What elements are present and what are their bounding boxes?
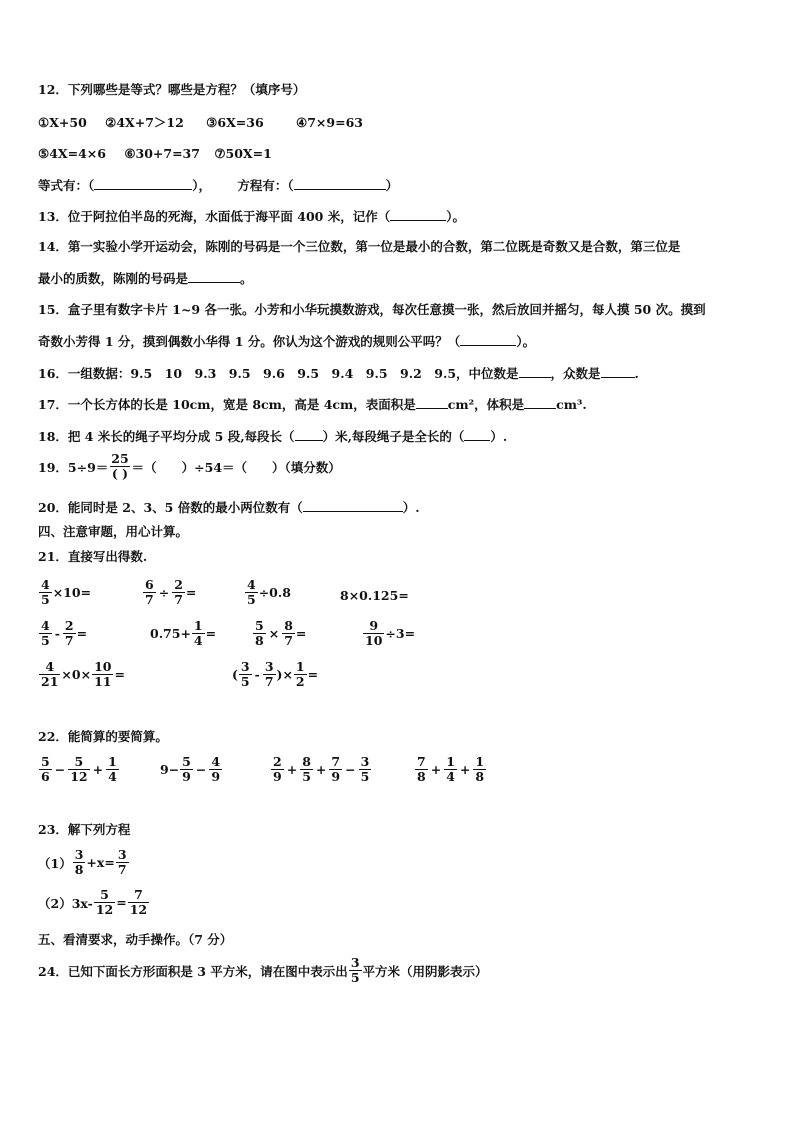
q12-eq-close: ）， [192, 178, 212, 193]
q17-text: 17．一个长方体的长是 10cm，宽是 8cm，高是 4cm，表面积是 [38, 397, 416, 412]
q23-title: 23．解下列方程 [38, 822, 131, 837]
section5-title: 五、看清要求，动手操作。（7 分） [38, 932, 233, 947]
q20-text: 20．能同时是 2、3、5 倍数的最小两位数有（ [38, 500, 303, 515]
q20 [38, 499, 420, 516]
q21-f: 0.75+ $\frac{1}{4}$ = [150, 618, 217, 648]
q18-fraction-blank[interactable] [464, 428, 490, 441]
q12-items-row1 [38, 115, 363, 131]
q18-mid: ）米,每段绳子是全长的（ [322, 429, 465, 444]
q12-item-1: ①X+50 [38, 115, 87, 130]
q21-c: $\frac{4}{5}$ ÷0.8 [247, 577, 291, 607]
q14-line2 [38, 270, 253, 287]
q17-volume-blank[interactable] [524, 396, 556, 409]
q18-length-blank[interactable] [295, 428, 323, 441]
q23-p2: （2）3x- $\frac{5}{12}$ = $\frac{7}{12}$ [38, 887, 148, 917]
q13-close: ）。 [446, 209, 465, 224]
q15-close: ）。 [516, 334, 536, 349]
q19-rest: ＝（ ）÷54＝（ ）（填分数） [131, 459, 341, 475]
section4-title: 四、注意审题，用心计算。 [38, 524, 189, 539]
q17-area-blank[interactable] [416, 396, 448, 409]
q17 [38, 396, 587, 413]
q21-a: $\frac{4}{5}$ ×10= [41, 577, 92, 607]
q21-e: $\frac{4}{5}$ - $\frac{2}{7}$ = [41, 618, 88, 648]
q17-mid: cm²，体积是 [447, 397, 525, 412]
q18-text: 18．把 4 米长的绳子平均分成 5 段,每段长（ [38, 429, 295, 444]
q12-fc-blank[interactable] [294, 177, 386, 190]
q12-item-4: ④7×9=63 [296, 115, 363, 130]
q14-line1: 14．第一实验小学开运动会，陈刚的号码是一个三位数，第一位是最小的合数，第二位既是奇数又是合数，第三位是 [38, 239, 681, 254]
q21-b: $\frac{6}{7}$ ÷ $\frac{2}{7}$ = [145, 577, 197, 607]
q21-h: $\frac{9}{10}$ ÷3= [365, 618, 416, 648]
q24: 24．已知下面长方形面积是 3 平方米，请在图中表示出 $\frac{3}{5}$ 平方米（用阴影表示） [38, 955, 488, 985]
q22-d: $\frac{7}{8}$ + $\frac{1}{4}$ + $\frac{1}{8}$ [417, 754, 485, 784]
q13-text: 13．位于阿拉伯半岛的死海，水面低于海平面 400 米，记作（ [38, 209, 391, 224]
q13-blank[interactable] [390, 208, 446, 221]
q16-mode-blank[interactable] [601, 365, 635, 378]
q16 [38, 365, 639, 382]
q14-blank[interactable] [188, 270, 240, 283]
q22-title: 22．能简算的要简算。 [38, 729, 168, 744]
q12-item-5: ⑤4X=4×6 [38, 146, 106, 161]
q12-eq-label: 等式有：（ [38, 178, 95, 193]
q16-median-blank[interactable] [519, 365, 551, 378]
q15-line2 [38, 333, 535, 350]
q12-fc-label: 方程有：（ [237, 178, 294, 193]
q12-items-row2 [38, 146, 272, 162]
q22-b: 9− $\frac{5}{9}$ − $\frac{4}{9}$ [160, 754, 221, 784]
q14-end: 。 [240, 271, 253, 286]
q23-p1: （1） $\frac{3}{8}$ +x= $\frac{3}{7}$ [38, 847, 127, 877]
q21-j: ( $\frac{3}{5}$ - $\frac{3}{7}$ )× $\frac{1}{2}$ = [232, 659, 319, 689]
q12-item-2: ②4X+7＞12 [105, 115, 184, 130]
q16-text: 16．一组数据：9.5 10 9.3 9.5 9.6 9.5 9.4 9.5 9.2 9.5，中位数是 [38, 366, 519, 381]
q12-item-7: ⑦50X=1 [214, 146, 272, 161]
q19-fraction: $\frac{25}{( )}$ [111, 451, 129, 481]
q19-prefix: 19．5÷9＝ [38, 459, 109, 475]
q12-eq-blank[interactable] [94, 177, 192, 190]
q17-end: cm³. [556, 397, 587, 412]
q12-item-6: ⑥30+7=37 [124, 146, 200, 161]
q20-close: ）. [402, 500, 420, 515]
q20-blank[interactable] [303, 499, 403, 512]
q12-answer-row [38, 177, 398, 194]
q15-line2-text: 奇数小芳得 1 分，摸到偶数小华得 1 分。你认为这个游戏的规则公平吗？（ [38, 334, 461, 349]
q16-mid: ，众数是 [550, 366, 601, 381]
q18 [38, 428, 507, 445]
q22-a: $\frac{5}{6}$ − $\frac{5}{12}$ + $\frac{1}{4}$ [41, 754, 117, 784]
q21-g: $\frac{5}{8}$ × $\frac{8}{7}$ = [255, 618, 307, 648]
q18-end: ）. [490, 429, 508, 444]
q12-title: 12．下列哪些是等式？哪些是方程？（填序号） [38, 82, 306, 97]
q14-line2-text: 最小的质数，陈刚的号码是 [38, 271, 189, 286]
q16-end: . [634, 366, 639, 381]
q21-title: 21．直接写出得数. [38, 549, 148, 564]
q12-fc-close: ） [385, 178, 399, 193]
q13 [38, 208, 465, 225]
q19 [38, 452, 341, 481]
q21-i: $\frac{4}{21}$ ×0× $\frac{10}{11}$ = [41, 659, 125, 689]
q21-d: 8×0.125= [340, 588, 409, 603]
q22-c: $\frac{2}{9}$ + $\frac{8}{5}$ + $\frac{7}{9}$ − $\frac{3}{5}$ [273, 754, 370, 784]
q15-line1: 15．盒子里有数字卡片 1~9 各一张。小芳和小华玩摸数游戏，每次任意摸一张，然后放回并摇匀，每人摸 50 次。摸到 [38, 302, 706, 317]
q12-item-3: ③6X=36 [206, 115, 264, 130]
q15-blank[interactable] [460, 333, 516, 346]
